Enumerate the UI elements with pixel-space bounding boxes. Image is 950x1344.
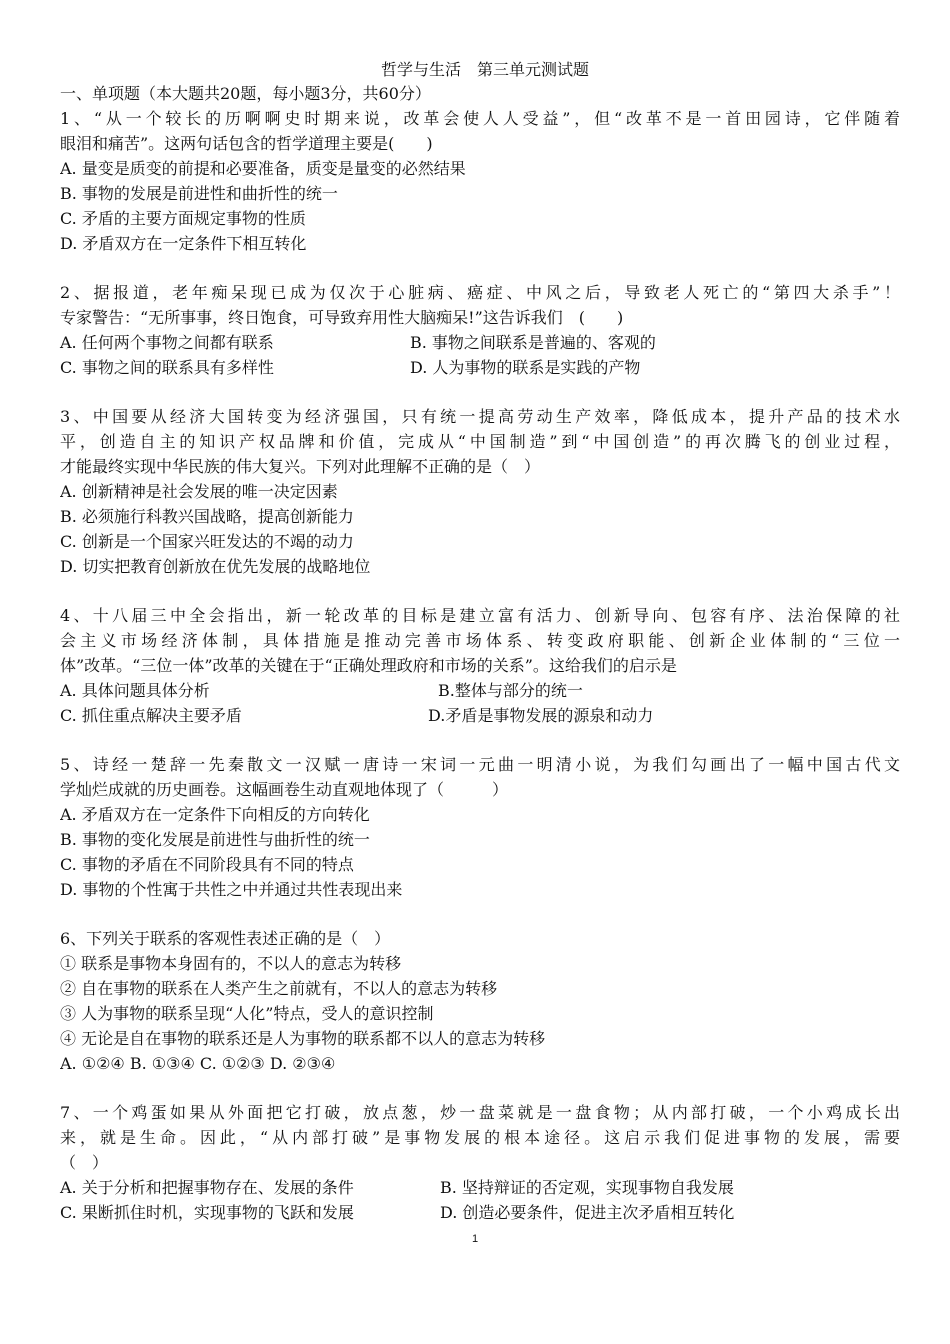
option-row — [60, 355, 900, 380]
question-2 — [60, 280, 900, 380]
option-a: A. 关于分析和把握事物存在、发展的条件 — [60, 1178, 354, 1197]
option-row — [60, 703, 900, 728]
option-a: A. 量变是质变的前提和必要准备，质变是量变的必然结果 — [60, 159, 466, 178]
option-row — [60, 678, 900, 703]
question-1 — [60, 106, 900, 256]
option-c: C. 抓住重点解决主要矛盾 — [60, 706, 242, 725]
question-stem-line: 眼泪和痛苦”。这两句话包含的哲学道理主要是( ) — [60, 134, 433, 153]
option-c: C. 事物的矛盾在不同阶段具有不同的特点 — [60, 855, 354, 874]
option-a: A. 任何两个事物之间都有联系 — [60, 333, 274, 352]
option-row — [60, 1175, 900, 1200]
option-b: B.整体与部分的统一 — [438, 681, 583, 700]
statement-2: ② 自在事物的联系在人类产生之前就有，不以人的意志为转移 — [60, 979, 498, 998]
question-stem-line: 平，创造自主的知识产权品牌和价值，完成从“中国制造”到“中国创造”的再次腾飞的创业过程， — [60, 432, 900, 451]
question-stem-line: 学灿烂成就的历史画卷。这幅画卷生动直观地体现了（ ） — [60, 780, 509, 799]
option-c: C. 矛盾的主要方面规定事物的性质 — [60, 209, 306, 228]
question-stem-line: 体”改革。“三位一体”改革的关键在于“正确处理政府和市场的关系”。这给我们的启示是 — [60, 656, 677, 675]
option-c: C. 创新是一个国家兴旺发达的不竭的动力 — [60, 532, 354, 551]
option-c: C. 果断抓住时机，实现事物的飞跃和发展 — [60, 1203, 354, 1222]
option-row — [60, 330, 900, 355]
statement-3: ③ 人为事物的联系呈现“人化”特点，受人的意识控制 — [60, 1004, 434, 1023]
page-title: 哲学与生活 第三单元测试题 — [380, 60, 589, 79]
question-stem-line: 6、下列关于联系的客观性表述正确的是（ ） — [60, 929, 391, 948]
option-b: B. 事物的变化发展是前进性与曲折性的统一 — [60, 830, 370, 849]
option-row: A. ①②④ B. ①③④ C. ①②③ D. ②③④ — [60, 1054, 336, 1073]
option-d: D.矛盾是事物发展的源泉和动力 — [428, 706, 654, 725]
option-b: B. 坚持辩证的否定观，实现事物自我发展 — [440, 1178, 734, 1197]
page-number: 1 — [471, 1233, 479, 1245]
question-stem-line: 专家警告：“无所事事，终日饱食，可导致弃用性大脑痴呆!”这告诉我们 ( ) — [60, 308, 624, 327]
question-stem-line: （ ） — [60, 1153, 109, 1172]
option-b: B. 事物之间联系是普遍的、客观的 — [410, 333, 656, 352]
option-d: D. 切实把教育创新放在优先发展的战略地位 — [60, 557, 371, 576]
question-stem-line: 才能最终实现中华民族的伟大复兴。下列对此理解不正确的是（ ） — [60, 457, 541, 476]
question-4 — [60, 603, 900, 728]
exam-page — [60, 58, 900, 1225]
question-3 — [60, 404, 900, 579]
question-stem-line: 2、据报道，老年痴呆现已成为仅次于心脏病、癌症、中风之后，导致老人死亡的“第四大杀手”！ — [60, 283, 900, 302]
question-stem-line: 7、一个鸡蛋如果从外面把它打破，放点葱，炒一盘菜就是一盘食物；从内部打破，一个小鸡成长出 — [60, 1103, 900, 1122]
question-stem-line: 4、十八届三中全会指出，新一轮改革的目标是建立富有活力、创新导向、包容有序、法治保障的社 — [60, 606, 900, 625]
statement-4: ④ 无论是自在事物的联系还是人为事物的联系都不以人的意志为转移 — [60, 1029, 546, 1048]
option-d: D. 矛盾双方在一定条件下相互转化 — [60, 234, 307, 253]
option-b: B. 事物的发展是前进性和曲折性的统一 — [60, 184, 338, 203]
question-6 — [60, 926, 900, 1076]
question-stem-line: 来，就是生命。因此，“从内部打破”是事物发展的根本途径。这启示我们促进事物的发展，需要 — [60, 1128, 900, 1147]
option-b: B. 必须施行科教兴国战略，提高创新能力 — [60, 507, 354, 526]
option-d: D. 人为事物的联系是实践的产物 — [410, 358, 641, 377]
option-c: C. 事物之间的联系具有多样性 — [60, 358, 274, 377]
option-d: D. 事物的个性寓于共性之中并通过共性表现出来 — [60, 880, 403, 899]
question-7 — [60, 1100, 900, 1225]
option-row — [60, 1200, 900, 1225]
question-stem-line: 5、诗经一楚辞一先秦散文一汉赋一唐诗一宋词一元曲一明清小说，为我们勾画出了一幅中国古代文 — [60, 755, 900, 774]
question-stem-line: 会主义市场经济体制，具体措施是推动完善市场体系、转变政府职能、创新企业体制的“三位一 — [60, 631, 900, 650]
statement-1: ① 联系是事物本身固有的，不以人的意志为转移 — [60, 954, 402, 973]
section-heading: 一、单项题（本大题共20题，每小题3分，共60分） — [60, 84, 431, 103]
question-stem-line: 1、“从一个较长的历啊啊史时期来说，改革会使人人受益”，但“改革不是一首田园诗，它伴随着 — [60, 109, 900, 128]
option-a: A. 具体问题具体分析 — [60, 681, 210, 700]
question-stem-line: 3、中国要从经济大国转变为经济强国，只有统一提高劳动生产效率，降低成本，提升产品的技术水 — [60, 407, 900, 426]
option-a: A. 创新精神是社会发展的唯一决定因素 — [60, 482, 338, 501]
question-5 — [60, 752, 900, 902]
option-a: A. 矛盾双方在一定条件下向相反的方向转化 — [60, 805, 370, 824]
option-d: D. 创造必要条件，促进主次矛盾相互转化 — [440, 1203, 735, 1222]
